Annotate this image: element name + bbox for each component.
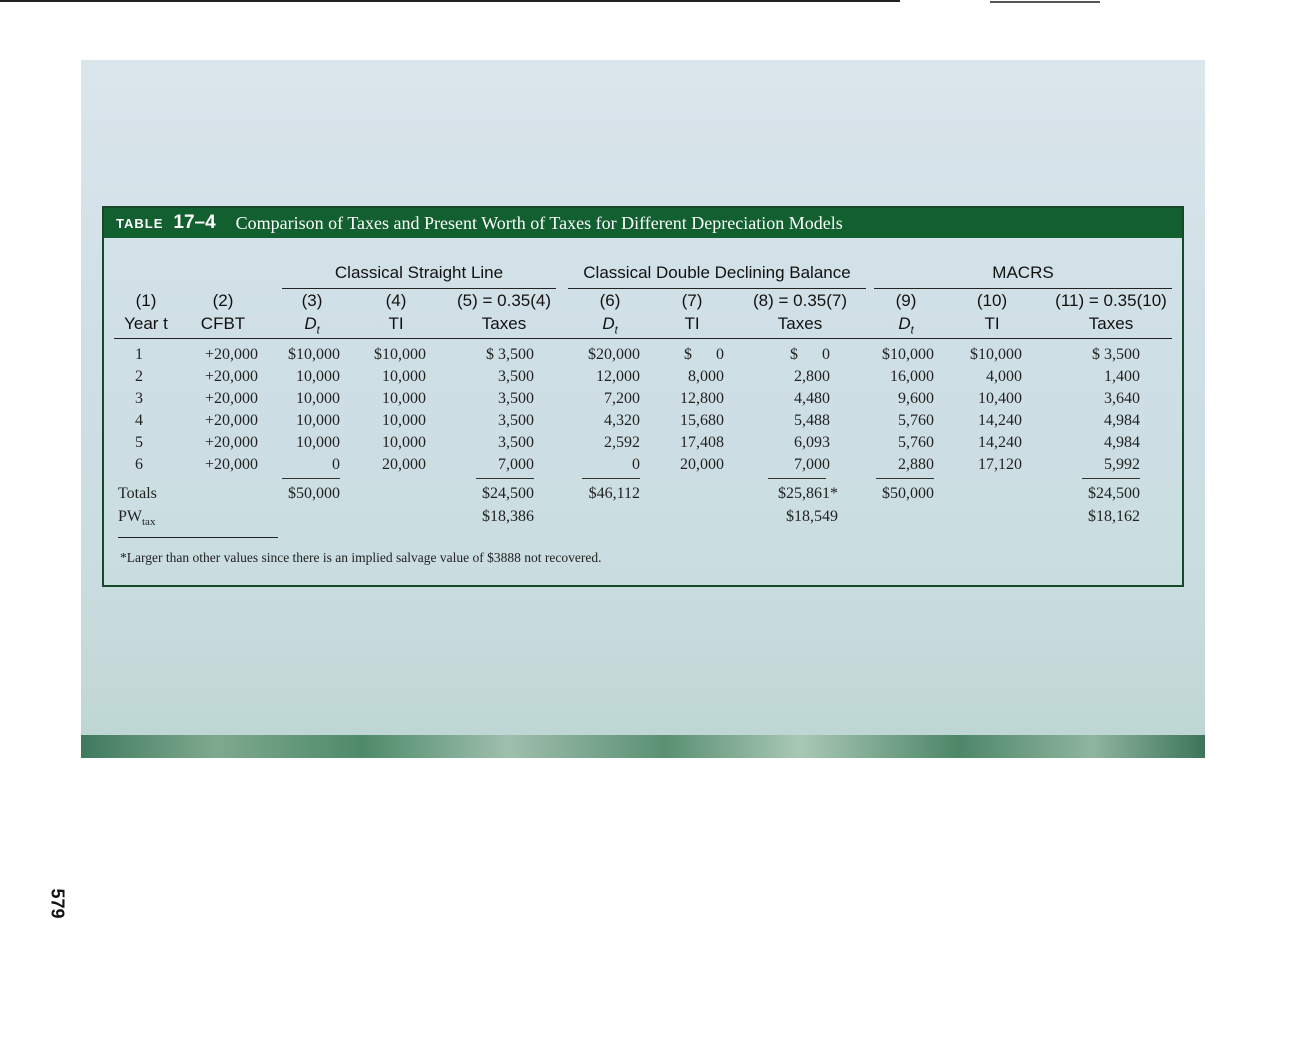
year-cell: 3 (135, 390, 143, 407)
footnote-rule (118, 537, 278, 538)
table-cell: 10,000 (296, 390, 340, 407)
table-cell: 10,000 (382, 390, 426, 407)
col-header-name: $D_t$ (602, 314, 618, 337)
table-cell: 4,984 (1104, 412, 1140, 429)
col-header-name: $D_t$ (898, 314, 914, 337)
table-title-bar (104, 208, 1182, 238)
table-cell: 4,320 (604, 412, 640, 429)
sum-rule (1082, 478, 1140, 479)
table-cell: +20,000 (204, 456, 258, 473)
table-cell: 17,120 (978, 456, 1022, 473)
col-header-name: $D_t$ (304, 314, 320, 337)
sum-rule (768, 478, 826, 479)
table-cell: 7,000 (794, 456, 830, 473)
table-cell: 9,600 (898, 390, 934, 407)
table-cell: $10,000 (882, 346, 934, 363)
total-cell: $25,861* (778, 485, 838, 502)
table-cell: 17,408 (680, 434, 724, 451)
table-cell: 10,000 (296, 368, 340, 385)
pw-label: $PW_{tax}$ (118, 508, 156, 529)
table-cell: +20,000 (204, 434, 258, 451)
table-cell: 7,000 (498, 456, 534, 473)
col-header-num: (7) (681, 291, 703, 310)
table-cell: 3,500 (498, 390, 534, 407)
col-header-num: (3) (301, 291, 323, 310)
table-cell: 4,000 (986, 368, 1022, 385)
table-cell: 12,800 (680, 390, 724, 407)
table-number: 17–4 (173, 212, 216, 233)
footnote: *Larger than other values since there is an implied salvage value of $3888 not recovered. (120, 550, 602, 565)
table-cell: 5,760 (898, 434, 934, 451)
table-cell: 10,400 (978, 390, 1022, 407)
group-rule (568, 288, 866, 289)
table-cell: 1,400 (1104, 368, 1140, 385)
pw-cell: $18,386 (482, 508, 534, 525)
col-header-num: (10) (976, 291, 1008, 310)
page-number: 579 (47, 888, 68, 919)
table-cell: 3,640 (1104, 390, 1140, 407)
table-cell: 16,000 (890, 368, 934, 385)
table-cell: 20,000 (680, 456, 724, 473)
total-cell: $50,000 (882, 485, 934, 502)
table-cell: 10,000 (382, 434, 426, 451)
table-cell: 7,200 (604, 390, 640, 407)
totals-label: Totals (118, 485, 157, 502)
table-cell: 5,992 (1104, 456, 1140, 473)
table-cell: 6,093 (794, 434, 830, 451)
pw-cell: $18,549 (786, 508, 838, 525)
group-straight-line: Classical Straight Line (334, 263, 504, 282)
group-rule (874, 288, 1172, 289)
total-cell: $46,112 (588, 485, 640, 502)
year-cell: 2 (135, 368, 143, 385)
table-cell: $ 0 (684, 346, 724, 363)
table-cell: 4,984 (1104, 434, 1140, 451)
sum-rule (876, 478, 934, 479)
col-header-name: TI (684, 314, 700, 333)
col-header-num: (9) (895, 291, 917, 310)
table-cell: 5,760 (898, 412, 934, 429)
top-rule (0, 0, 900, 2)
table-cell: 0 (332, 456, 340, 473)
table-cell: 14,240 (978, 434, 1022, 451)
table-cell: $20,000 (588, 346, 640, 363)
table-cell: +20,000 (204, 390, 258, 407)
col-header-num: (4) (385, 291, 407, 310)
col-header-num: (11) = 0.35(10) (1055, 291, 1167, 310)
col-header-name: Taxes (481, 314, 527, 333)
year-cell: 5 (135, 434, 143, 451)
col-header-num: (6) (599, 291, 621, 310)
sum-rule (476, 478, 534, 479)
table-cell: 10,000 (296, 412, 340, 429)
total-cell: $24,500 (1088, 485, 1140, 502)
year-cell: 4 (135, 412, 143, 429)
group-rule (282, 288, 556, 289)
table-cell: 20,000 (382, 456, 426, 473)
table-cell: 3,500 (498, 412, 534, 429)
table-cell: $ 3,500 (1092, 346, 1140, 363)
col-header-name: Year t (124, 314, 168, 333)
col-header-name: TI (388, 314, 404, 333)
decorative-strip (81, 735, 1205, 758)
total-cell: $50,000 (288, 485, 340, 502)
table-cell: $ 0 (790, 346, 830, 363)
sum-rule (282, 478, 340, 479)
col-header-num: (8) = 0.35(7) (752, 291, 847, 310)
group-macrs: MACRS (992, 263, 1054, 282)
table-cell: 0 (632, 456, 640, 473)
table-cell: 14,240 (978, 412, 1022, 429)
sum-rule (582, 478, 640, 479)
header-rule (114, 338, 1172, 339)
col-header-num: (2) (212, 291, 234, 310)
col-header-name: Taxes (777, 314, 823, 333)
year-cell: 6 (135, 456, 143, 473)
pw-cell: $18,162 (1088, 508, 1140, 525)
table-17-4 (102, 206, 1184, 587)
table-cell: 15,680 (680, 412, 724, 429)
table-cell: $10,000 (288, 346, 340, 363)
col-header-name: TI (984, 314, 1000, 333)
table-cell: 2,880 (898, 456, 934, 473)
col-header-num: (1) (135, 291, 157, 310)
table-cell: 4,480 (794, 390, 830, 407)
table-cell: 10,000 (382, 412, 426, 429)
table-cell: 2,800 (794, 368, 830, 385)
table-cell: 12,000 (596, 368, 640, 385)
table-cell: 10,000 (382, 368, 426, 385)
total-cell: $24,500 (482, 485, 534, 502)
table-cell: 3,500 (498, 434, 534, 451)
table-cell: +20,000 (204, 346, 258, 363)
col-header-name: Taxes (1088, 314, 1134, 333)
top-rule-right (990, 1, 1100, 3)
year-cell: 1 (135, 346, 143, 363)
table-cell: 10,000 (296, 434, 340, 451)
table-title: Comparison of Taxes and Present Worth of Taxes for Different Depreciation Models (235, 212, 843, 233)
table-cell: $ 3,500 (486, 346, 534, 363)
table-cell: $10,000 (374, 346, 426, 363)
group-ddb: Classical Double Declining Balance (583, 263, 851, 282)
col-header-num: (5) = 0.35(4) (456, 291, 551, 310)
table-cell: +20,000 (204, 368, 258, 385)
table-cell: +20,000 (204, 412, 258, 429)
table-label: TABLE (116, 215, 164, 231)
col-header-name: CFBT (200, 314, 246, 333)
table-cell: $10,000 (970, 346, 1022, 363)
table-cell: 3,500 (498, 368, 534, 385)
table-cell: 8,000 (688, 368, 724, 385)
table-cell: 2,592 (604, 434, 640, 451)
table-cell: 5,488 (794, 412, 830, 429)
